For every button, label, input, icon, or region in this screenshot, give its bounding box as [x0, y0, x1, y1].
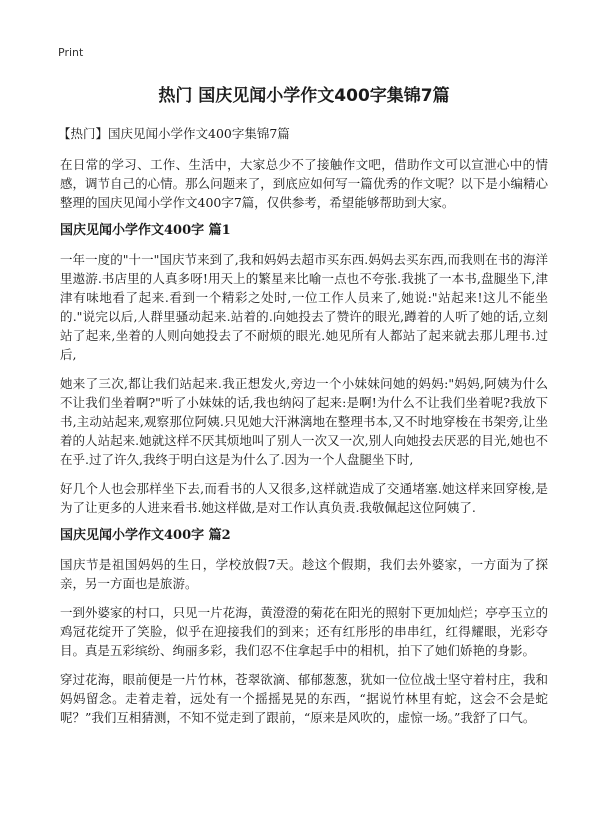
section-heading-2: 国庆见闻小学作文400字 篇2 — [60, 528, 231, 543]
page-title: 热门 国庆见闻小学作文400字集锦7篇 — [158, 86, 450, 106]
section-1-paragraph-2: 她来了三次,都让我们站起来.我正想发火,旁边一个小妹妹问她的妈妈:"妈妈,阿姨为什么不让我们坐着啊?"听了小妹妹的话,我也纳闷了起来:是啊!为什么不让我们坐着呢?我放下书,主动站起来,观察那位阿姨.只见她大汗淋漓地在整理书本,又不时地穿梭在书架旁,让坐着的人站起来.她就这样不厌其烦地叫了别人一次又一次,别人向她投去厌恶的目光,她也不在乎.过了许久,我终于明白这是为什么了.因为一个人盘腿坐下时, — [60, 376, 549, 467]
section-heading-1: 国庆见闻小学作文400字 篇1 — [60, 223, 231, 238]
intro-paragraph: 在日常的学习、工作、生活中，大家总少不了接触作文吧，借助作文可以宣泄心中的情感，调节自己的心情。那么问题来了，到底应如何写一篇优秀的作文呢？以下是小编精心整理的国庆见闻小学作文400字7篇，仅供参考，希望能够帮助到大家。 — [60, 157, 548, 210]
section-2-paragraph-1: 国庆节是祖国妈妈的生日，学校放假7天。趁这个假期，我们去外婆家，一方面为了探亲，另一方面也是旅游。 — [60, 557, 548, 591]
print-label[interactable]: Print — [58, 46, 84, 59]
section-2-paragraph-3: 穿过花海，眼前便是一片竹林，苍翠欲滴、郁郁葱葱，犹如一位位战士坚守着村庄，我和妈妈留念。走着走着，远处有一个摇摇晃晃的东西，“据说竹林里有蛇，这会不会是蛇呢？”我们互相猜测，不知不觉走到了跟前，“原来是风吹的，虚惊一场。”我舒了口气。 — [60, 672, 548, 725]
section-1-paragraph-3: 好几个人也会那样坐下去,而看书的人又很多,这样就造成了交通堵塞.她这样来回穿梭,是为了让更多的人进来看书.她这样做,是对工作认真负责.我敬佩起这位阿姨了. — [60, 481, 548, 515]
section-2-paragraph-2: 一到外婆家的村口，只见一片花海，黄澄澄的菊花在阳光的照射下更加灿烂；亭亭玉立的鸡冠花绽开了笑脸，似乎在迎接我们的到来；还有红彤彤的串串红，红得耀眼，光彩夺目。真是五彩缤纷、绚丽多彩，我们忍不住拿起手中的相机，拍下了她们娇艳的身影。 — [60, 605, 548, 658]
section-1-paragraph-1: 一年一度的"十一"国庆节来到了,我和妈妈去超市买东西.妈妈去买东西,而我则在书的海洋里遨游.书店里的人真多呀!用天上的繁星来比喻一点也不夸张.我挑了一本书,盘腿坐下,津津有味地看了起来.看到一个精彩之处时,一位工作人员来了,她说:"站起来!这儿不能坐的."说完以后,人群里骚动起来.站着的.向她投去了赞许的眼光,蹲着的人听了她的话,立刻站了起来,坐着的人则向她投去了不耐烦的眼光.她见所有人都站了起来就去那儿理书.过后, — [60, 252, 548, 362]
tagline: 【热门】国庆见闻小学作文400字集锦7篇 — [58, 126, 290, 141]
